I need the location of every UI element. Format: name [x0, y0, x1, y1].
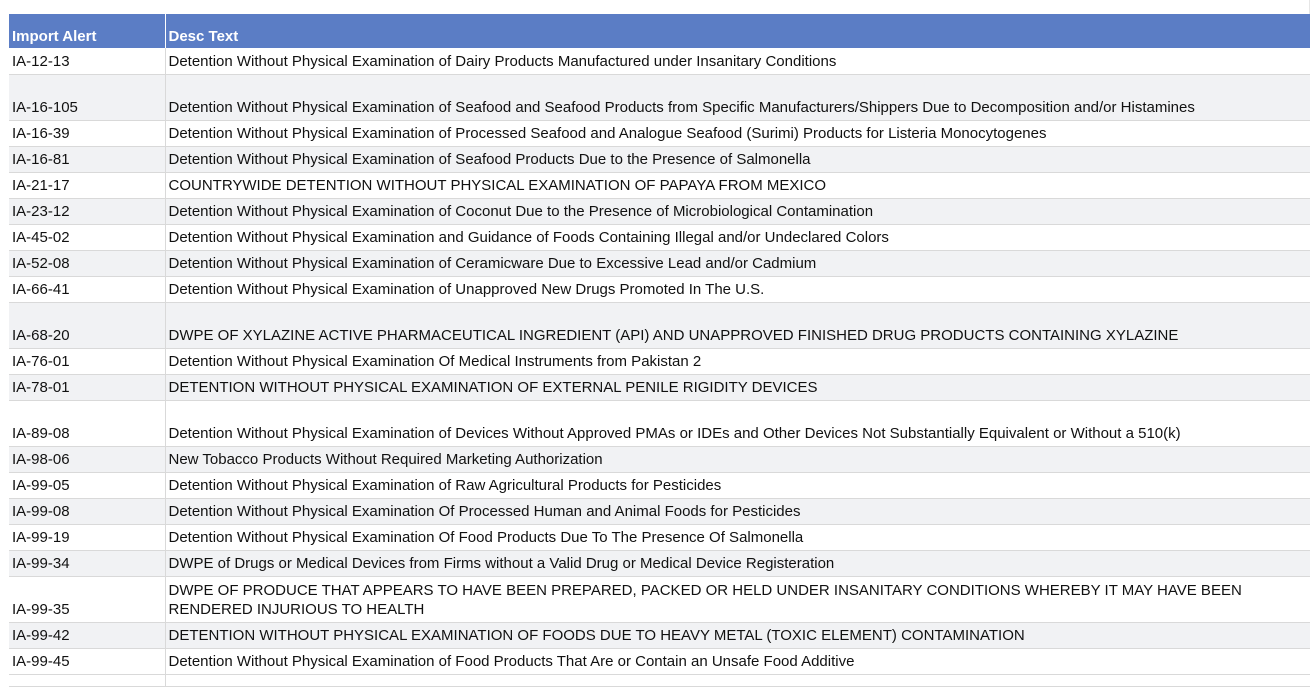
alert-cell[interactable]: IA-66-41 — [9, 276, 165, 302]
table-row[interactable] — [9, 198, 1310, 224]
table-row[interactable] — [9, 302, 1310, 348]
alert-cell[interactable]: IA-68-20 — [9, 302, 165, 348]
alert-cell[interactable]: IA-16-81 — [9, 146, 165, 172]
desc-cell[interactable]: DETENTION WITHOUT PHYSICAL EXAMINATION OF FOODS DUE TO HEAVY METAL (TOXIC ELEMENT) CONTAMINATION — [165, 622, 1310, 648]
header-import-alert[interactable]: Import Alert — [9, 14, 165, 48]
table-row[interactable] — [9, 400, 1310, 446]
desc-cell[interactable]: Detention Without Physical Examination of Food Products That Are or Contain an Unsafe Food Additive — [165, 648, 1310, 674]
alert-cell[interactable]: IA-52-08 — [9, 250, 165, 276]
table-row[interactable] — [9, 348, 1310, 374]
table-row[interactable] — [9, 446, 1310, 472]
empty-row[interactable] — [9, 674, 1310, 686]
alert-cell[interactable]: IA-89-08 — [9, 400, 165, 446]
table-row[interactable] — [9, 172, 1310, 198]
desc-cell[interactable]: Detention Without Physical Examination of Raw Agricultural Products for Pesticides — [165, 472, 1310, 498]
desc-cell[interactable]: Detention Without Physical Examination of Seafood Products Due to the Presence of Salmonella — [165, 146, 1310, 172]
table-row[interactable] — [9, 120, 1310, 146]
alert-cell[interactable]: IA-16-105 — [9, 74, 165, 120]
alert-cell[interactable]: IA-45-02 — [9, 224, 165, 250]
alert-cell[interactable]: IA-99-42 — [9, 622, 165, 648]
desc-cell[interactable]: Detention Without Physical Examination of Coconut Due to the Presence of Microbiological Contamination — [165, 198, 1310, 224]
table-row[interactable] — [9, 74, 1310, 120]
alert-cell[interactable]: IA-78-01 — [9, 374, 165, 400]
desc-cell[interactable]: COUNTRYWIDE DETENTION WITHOUT PHYSICAL EXAMINATION OF PAPAYA FROM MEXICO — [165, 172, 1310, 198]
desc-cell[interactable]: DWPE OF PRODUCE THAT APPEARS TO HAVE BEEN PREPARED, PACKED OR HELD UNDER INSANITARY CONDITIONS WHEREBY IT MAY HAVE BEEN RENDERED INJURIOUS TO HEALTH — [165, 576, 1310, 622]
desc-cell[interactable]: Detention Without Physical Examination of Seafood and Seafood Products from Specific Manufacturers/Shippers Due to Decomposition and/or Histamines — [165, 74, 1310, 120]
table-row[interactable] — [9, 524, 1310, 550]
table-row[interactable] — [9, 576, 1310, 622]
table-row[interactable] — [9, 224, 1310, 250]
desc-cell[interactable]: DETENTION WITHOUT PHYSICAL EXAMINATION OF EXTERNAL PENILE RIGIDITY DEVICES — [165, 374, 1310, 400]
alert-cell[interactable]: IA-12-13 — [9, 48, 165, 74]
alert-cell[interactable]: IA-21-17 — [9, 172, 165, 198]
alert-cell[interactable]: IA-98-06 — [9, 446, 165, 472]
desc-cell[interactable]: Detention Without Physical Examination of Processed Seafood and Analogue Seafood (Surimi) Products for Listeria Monocytogenes — [165, 120, 1310, 146]
desc-cell[interactable]: New Tobacco Products Without Required Marketing Authorization — [165, 446, 1310, 472]
alert-cell[interactable]: IA-99-35 — [9, 576, 165, 622]
table-row[interactable] — [9, 48, 1310, 74]
table-row[interactable] — [9, 374, 1310, 400]
desc-cell[interactable]: DWPE of Drugs or Medical Devices from Firms without a Valid Drug or Medical Device Registeration — [165, 550, 1310, 576]
desc-cell[interactable]: Detention Without Physical Examination Of Medical Instruments from Pakistan 2 — [165, 348, 1310, 374]
table-row[interactable] — [9, 550, 1310, 576]
alert-cell[interactable]: IA-16-39 — [9, 120, 165, 146]
desc-cell[interactable]: DWPE OF XYLAZINE ACTIVE PHARMACEUTICAL INGREDIENT (API) AND UNAPPROVED FINISHED DRUG PRODUCTS CONTAINING XYLAZINE — [165, 302, 1310, 348]
desc-cell[interactable]: Detention Without Physical Examination and Guidance of Foods Containing Illegal and/or Undeclared Colors — [165, 224, 1310, 250]
header-desc-text[interactable]: Desc Text — [165, 14, 1310, 48]
table-row[interactable] — [9, 250, 1310, 276]
table-row[interactable] — [9, 146, 1310, 172]
alert-cell[interactable]: IA-76-01 — [9, 348, 165, 374]
desc-cell[interactable]: Detention Without Physical Examination of Unapproved New Drugs Promoted In The U.S. — [165, 276, 1310, 302]
sheet-top-gap — [9, 0, 1310, 14]
header-row — [9, 14, 1310, 48]
desc-cell[interactable]: Detention Without Physical Examination Of Processed Human and Animal Foods for Pesticides — [165, 498, 1310, 524]
table-row[interactable] — [9, 472, 1310, 498]
table-row[interactable] — [9, 498, 1310, 524]
table-row[interactable] — [9, 648, 1310, 674]
alert-cell[interactable]: IA-23-12 — [9, 198, 165, 224]
table-row[interactable] — [9, 622, 1310, 648]
alert-cell[interactable]: IA-99-34 — [9, 550, 165, 576]
desc-cell[interactable]: Detention Without Physical Examination of Dairy Products Manufactured under Insanitary Conditions — [165, 48, 1310, 74]
import-alert-table — [9, 14, 1310, 687]
desc-cell[interactable]: Detention Without Physical Examination of Ceramicware Due to Excessive Lead and/or Cadmium — [165, 250, 1310, 276]
alert-cell[interactable]: IA-99-05 — [9, 472, 165, 498]
alert-cell[interactable]: IA-99-45 — [9, 648, 165, 674]
table-row[interactable] — [9, 276, 1310, 302]
alert-cell[interactable]: IA-99-08 — [9, 498, 165, 524]
empty-cell[interactable] — [165, 674, 1310, 686]
spreadsheet — [9, 0, 1310, 687]
desc-cell[interactable]: Detention Without Physical Examination of Devices Without Approved PMAs or IDEs and Other Devices Not Substantially Equivalent or Without a 510(k) — [165, 400, 1310, 446]
alert-cell[interactable]: IA-99-19 — [9, 524, 165, 550]
empty-cell[interactable] — [9, 674, 165, 686]
desc-cell[interactable]: Detention Without Physical Examination Of Food Products Due To The Presence Of Salmonella — [165, 524, 1310, 550]
